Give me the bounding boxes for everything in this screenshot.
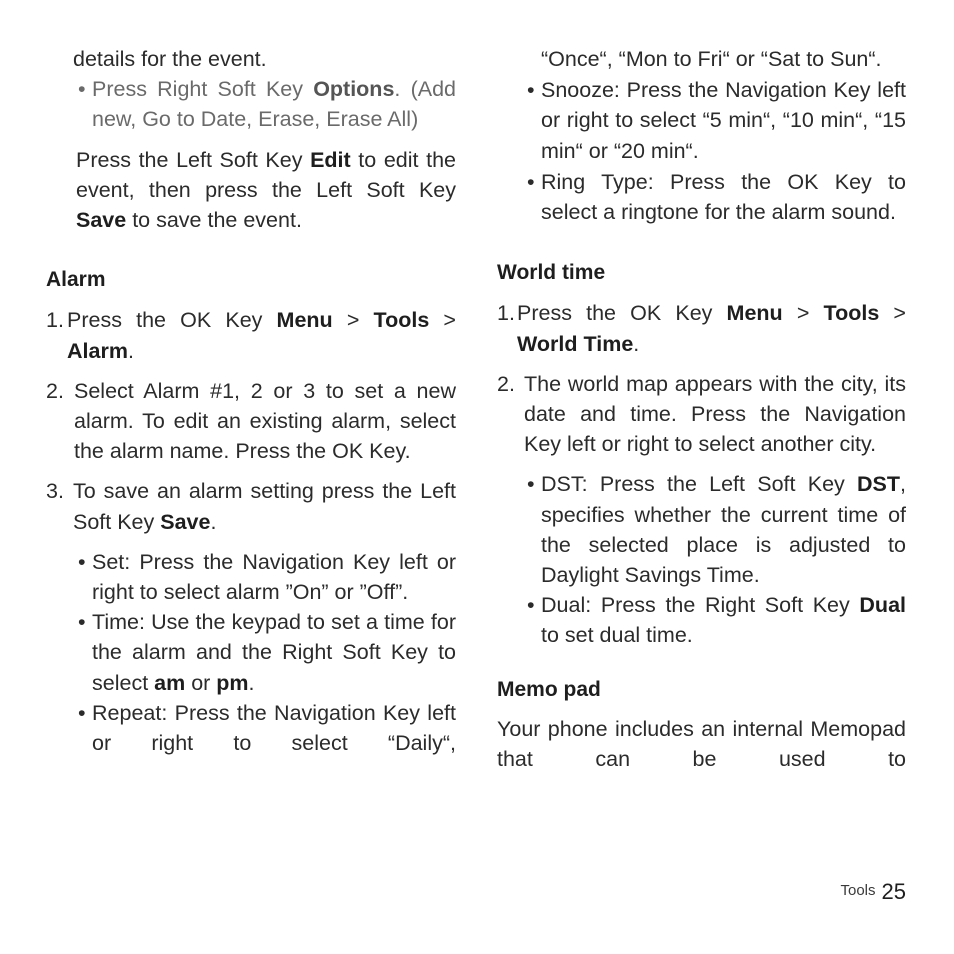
alarm-step-2: 2. Select Alarm #1, 2 or 3 to set a new alarm. To edit an existing alarm, select the alarm name. Press the OK Key. (46, 378, 456, 464)
world-step-2: 2. The world map appears with the city, its date and time. Press the Navigation Key left or right to select another city. (497, 371, 906, 457)
world-step-1: 1. Press the OK Key Menu > Tools > World Time. (497, 301, 906, 356)
bullet-dot: • (527, 78, 535, 103)
ring-type-bullet: • Ring Type: Press the OK Key to select a ringtone for the alarm sound. (541, 167, 906, 227)
bullet-dot: • (78, 700, 86, 725)
options-bullet: • Press Right Soft Key Options. (Add new, Go to Date, Erase, Erase All) (92, 74, 456, 134)
page-number: 25 (881, 879, 906, 904)
bullet-dot: • (78, 610, 86, 635)
world-time-heading: World time (497, 261, 606, 285)
bullet-dot: • (527, 472, 535, 497)
right-column (497, 44, 906, 774)
bullet-dot: • (78, 549, 86, 574)
left-column (46, 44, 456, 758)
dst-bullet: • DST: Press the Left Soft Key DST, specifies whether the current time of the selected place is adjusted to Daylight Savings Time. (541, 469, 906, 590)
edit-paragraph: Press the Left Soft Key Edit to edit the event, then press the Left Soft Key Save to save the event. (76, 147, 456, 233)
repeat-continuation: “Once“, “Mon to Fri“ or “Sat to Sun“. (541, 47, 882, 71)
bullet-dot: • (527, 169, 535, 194)
dual-bullet: • Dual: Press the Right Soft Key Dual to set dual time. (541, 590, 906, 650)
bullet-dot: • (527, 593, 535, 618)
alarm-step-3: 3. To save an alarm setting press the Left Soft Key Save. (46, 479, 456, 534)
page-footer (840, 876, 906, 907)
snooze-bullet: • Snooze: Press the Navigation Key left or right to select “5 min“, “10 min“, “15 min“ or “20 min“. (541, 75, 906, 166)
time-bullet: • Time: Use the keypad to set a time for the alarm and the Right Soft Key to select am or pm. (92, 607, 456, 698)
alarm-step-1: 1. Press the OK Key Menu > Tools > Alarm. (46, 308, 456, 363)
bullet-dot: • (78, 77, 86, 102)
alarm-heading: Alarm (46, 268, 106, 292)
repeat-bullet: • Repeat: Press the Navigation Key left or right to select “Daily“, (92, 698, 456, 758)
intro-line: details for the event. (73, 47, 267, 71)
memo-paragraph: Your phone includes an internal Memopad that can be used to (497, 716, 906, 772)
section-label: Tools (840, 882, 876, 899)
set-bullet: • Set: Press the Navigation Key left or right to select alarm ”On” or ”Off”. (92, 547, 456, 607)
memo-pad-heading: Memo pad (497, 677, 601, 701)
